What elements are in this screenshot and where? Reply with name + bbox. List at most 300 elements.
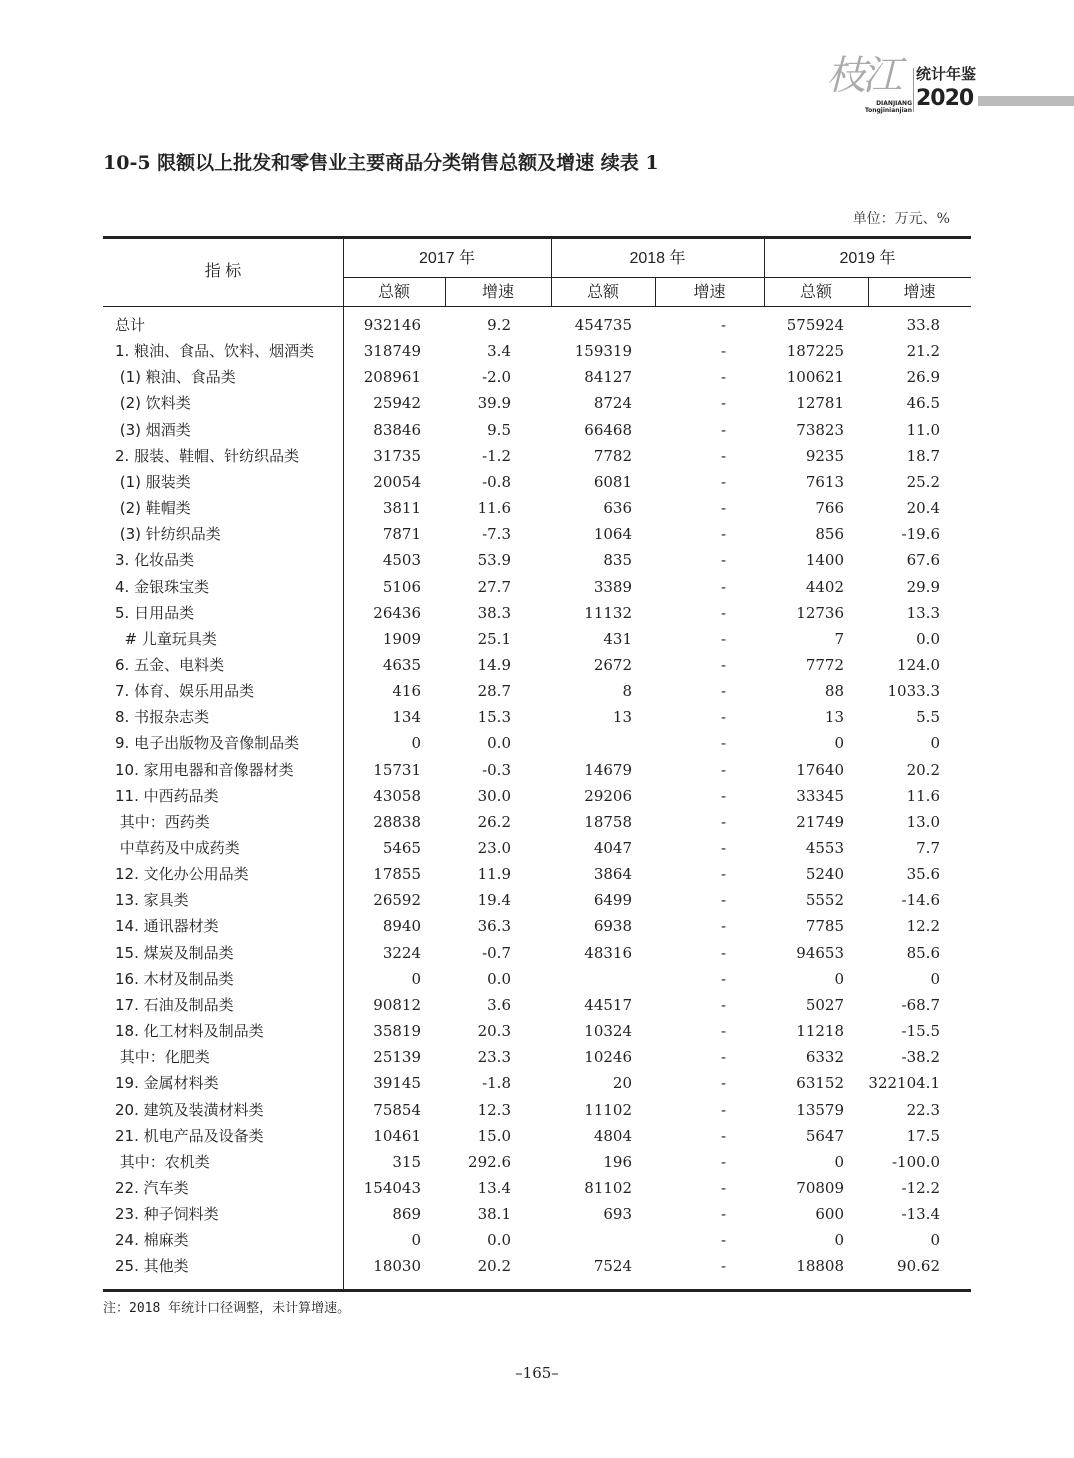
table-row — [103, 861, 971, 887]
growth-2017: 20.2 — [477, 1257, 511, 1276]
growth-2018: - — [721, 525, 727, 544]
total-2019: 0 — [834, 969, 844, 988]
table-row — [103, 574, 971, 600]
table-row — [103, 338, 971, 364]
total-2018: 29206 — [584, 786, 632, 805]
total-2017: 28838 — [373, 812, 421, 831]
total-2018: 4804 — [593, 1126, 632, 1145]
growth-2018: - — [721, 577, 727, 596]
table-row — [103, 600, 971, 626]
total-2017: 134 — [392, 708, 421, 727]
growth-2019: 124.0 — [897, 655, 940, 674]
total-2018: 636 — [603, 499, 632, 518]
total-2017: 26592 — [373, 891, 421, 910]
table-row — [103, 992, 971, 1018]
total-2018: 431 — [603, 629, 632, 648]
row-label: 总计 — [115, 316, 146, 334]
growth-2019: 5.5 — [916, 708, 940, 727]
row-label: 17. 石油及制品类 — [115, 995, 234, 1014]
total-2017: 932146 — [363, 316, 421, 334]
table-row — [103, 626, 971, 652]
total-2018: 2672 — [593, 655, 632, 674]
total-2018: 693 — [603, 1205, 632, 1224]
growth-2019: 21.2 — [906, 342, 940, 361]
total-2017: 1909 — [382, 629, 421, 648]
total-2019: 21749 — [796, 812, 844, 831]
row-label: 其中：西药类 — [115, 812, 210, 831]
total-2017: 3811 — [382, 499, 421, 518]
growth-2018: - — [721, 969, 727, 988]
table-row — [103, 835, 971, 861]
total-2018: 11132 — [584, 603, 632, 622]
growth-2019: 35.6 — [906, 865, 940, 884]
total-2018: 84127 — [584, 368, 632, 387]
total-2017: 5106 — [382, 577, 421, 596]
total-2017: 39145 — [373, 1074, 421, 1093]
table-row — [103, 1253, 971, 1279]
row-label: 11. 中西药品类 — [115, 786, 219, 805]
total-2018: 11102 — [584, 1100, 632, 1119]
total-2017: 31735 — [373, 446, 421, 465]
table-row — [103, 417, 971, 443]
year-header: 2019 年 — [839, 250, 896, 267]
growth-2018: - — [721, 786, 727, 805]
growth-2017: 25.1 — [477, 629, 511, 648]
row-label: 中草药及中成药类 — [115, 839, 240, 857]
growth-2018: - — [721, 943, 727, 962]
growth-2017: 38.1 — [477, 1205, 511, 1224]
table-row — [103, 1044, 971, 1070]
growth-2019: 0 — [930, 969, 940, 988]
table-row — [103, 1175, 971, 1201]
table-row — [103, 940, 971, 966]
total-2018: 159319 — [574, 342, 632, 361]
growth-2019: 11.6 — [906, 786, 940, 805]
row-label: 其中：化肥类 — [115, 1048, 210, 1067]
table-row — [103, 1097, 971, 1123]
total-2018: 8724 — [593, 394, 632, 413]
row-label: 1. 粮油、食品、饮料、烟酒类 — [115, 342, 315, 361]
logo-pinyin-line: Tongjinianjian — [864, 107, 912, 114]
total-2019: 6332 — [805, 1048, 844, 1067]
sub-header: 增速 — [693, 284, 726, 301]
row-label: 4. 金银珠宝类 — [115, 577, 210, 596]
total-2017: 7871 — [382, 525, 421, 544]
growth-2019: 17.5 — [906, 1126, 940, 1145]
total-2017: 18030 — [373, 1257, 421, 1276]
total-2019: 100621 — [786, 368, 844, 387]
total-2017: 17855 — [373, 865, 421, 884]
total-2018: 6499 — [593, 891, 632, 910]
growth-2019: 7.7 — [916, 839, 940, 857]
growth-2017: 26.2 — [477, 812, 511, 831]
table-row — [103, 1149, 971, 1175]
growth-2019: 20.2 — [906, 760, 940, 779]
total-2017: 75854 — [373, 1100, 421, 1119]
row-label: 其中：农机类 — [115, 1152, 210, 1171]
growth-2017: 9.2 — [487, 316, 511, 334]
row-label: 16. 木材及制品类 — [115, 969, 234, 988]
growth-2017: 23.0 — [477, 839, 511, 857]
total-2017: 5465 — [382, 839, 421, 857]
growth-2017: -7.3 — [482, 525, 511, 544]
total-2019: 7613 — [805, 472, 844, 491]
row-label: 15. 煤炭及制品类 — [115, 943, 234, 962]
total-2019: 7772 — [805, 655, 844, 674]
total-2019: 4553 — [805, 839, 844, 857]
total-2019: 1400 — [805, 551, 844, 570]
total-2017: 43058 — [373, 786, 421, 805]
growth-2019: -38.2 — [901, 1048, 940, 1067]
growth-2018: - — [721, 708, 727, 727]
total-2019: 63152 — [796, 1074, 844, 1093]
row-label: 2. 服装、鞋帽、针纺织品类 — [115, 446, 300, 465]
growth-2019: 11.0 — [906, 420, 940, 439]
table-row — [103, 913, 971, 939]
growth-2019: -14.6 — [901, 891, 940, 910]
total-2019: 11218 — [796, 1022, 844, 1041]
table-row — [103, 1070, 971, 1096]
table-row — [103, 390, 971, 416]
growth-2018: - — [721, 472, 727, 491]
row-label: (3) 烟酒类 — [115, 420, 191, 439]
growth-2018: - — [721, 1100, 727, 1119]
growth-2018: - — [721, 342, 727, 361]
growth-2018: - — [721, 1126, 727, 1145]
total-2017: 315 — [392, 1152, 421, 1171]
table-row — [103, 1018, 971, 1044]
growth-2017: 14.9 — [477, 655, 511, 674]
growth-2018: - — [721, 1022, 727, 1041]
total-2018: 13 — [612, 708, 632, 727]
row-label: 24. 棉麻类 — [115, 1231, 189, 1250]
growth-2019: 26.9 — [906, 368, 940, 387]
total-2017: 3224 — [382, 943, 421, 962]
total-2019: 4402 — [805, 577, 844, 596]
logo-pinyin — [865, 100, 912, 114]
growth-2018: - — [721, 1178, 727, 1197]
growth-2017: 11.6 — [477, 499, 511, 518]
total-2017: 0 — [411, 1231, 421, 1250]
total-2019: 9235 — [805, 446, 844, 465]
total-2019: 73823 — [796, 420, 844, 439]
growth-2017: 38.3 — [477, 603, 511, 622]
growth-2017: -0.8 — [482, 472, 511, 491]
growth-2018: - — [721, 655, 727, 674]
total-2019: 88 — [824, 682, 844, 701]
total-2018: 10246 — [584, 1048, 632, 1067]
table-row — [103, 521, 971, 547]
logo-year: 2020 — [916, 86, 974, 111]
growth-2019: 20.4 — [906, 499, 940, 518]
total-2017: 318749 — [363, 342, 421, 361]
growth-2019: -19.6 — [901, 525, 940, 544]
growth-2018: - — [721, 316, 727, 334]
growth-2018: - — [721, 839, 727, 857]
growth-2018: - — [721, 499, 727, 518]
total-2019: 13579 — [796, 1100, 844, 1119]
table-row — [103, 364, 971, 390]
top-rule — [103, 236, 971, 239]
total-2019: 12781 — [796, 394, 844, 413]
table-row — [103, 547, 971, 573]
growth-2017: 0.0 — [487, 969, 511, 988]
growth-2019: 29.9 — [906, 577, 940, 596]
growth-2017: -1.2 — [482, 446, 511, 465]
total-2019: 575924 — [786, 316, 844, 334]
total-2018: 66468 — [584, 420, 632, 439]
total-2018: 81102 — [584, 1178, 632, 1197]
table-row — [103, 469, 971, 495]
growth-2019: 85.6 — [906, 943, 940, 962]
table-row — [103, 1227, 971, 1253]
growth-2017: 30.0 — [477, 786, 511, 805]
total-2017: 0 — [411, 969, 421, 988]
growth-2017: 23.3 — [477, 1048, 511, 1067]
growth-2017: -0.7 — [482, 943, 511, 962]
growth-2017: 39.9 — [477, 394, 511, 413]
growth-2017: 19.4 — [477, 891, 511, 910]
total-2019: 7785 — [805, 917, 844, 936]
total-2019: 0 — [834, 1231, 844, 1250]
growth-2019: -15.5 — [901, 1022, 940, 1041]
table-row — [103, 678, 971, 704]
logo-divider — [913, 68, 914, 112]
table-row — [103, 809, 971, 835]
total-2019: 0 — [834, 734, 844, 753]
growth-2018: - — [721, 1257, 727, 1276]
row-label: 20. 建筑及装潢材料类 — [115, 1100, 264, 1119]
logo-title: 统计年鉴 — [916, 65, 977, 83]
total-2017: 10461 — [373, 1126, 421, 1145]
total-2017: 4635 — [382, 655, 421, 674]
row-label: (1) 粮油、食品类 — [115, 368, 236, 387]
growth-2019: 46.5 — [906, 394, 940, 413]
growth-2019: 33.8 — [906, 316, 940, 334]
growth-2018: - — [721, 368, 727, 387]
sub-header: 增速 — [903, 284, 936, 301]
yearbook-logo — [826, 53, 1074, 118]
total-2019: 94653 — [796, 943, 844, 962]
growth-2018: - — [721, 1205, 727, 1224]
unit-label: 单位：万元、% — [852, 211, 950, 227]
growth-2018: - — [721, 917, 727, 936]
row-label: 3. 化妆品类 — [115, 551, 195, 570]
total-2017: 25139 — [373, 1048, 421, 1067]
total-2017: 4503 — [382, 551, 421, 570]
growth-2018: - — [721, 682, 727, 701]
total-2019: 7 — [834, 629, 844, 648]
total-2018: 18758 — [584, 812, 632, 831]
growth-2017: 292.6 — [468, 1152, 511, 1171]
table-row — [103, 757, 971, 783]
total-2019: 17640 — [796, 760, 844, 779]
total-2018: 835 — [603, 551, 632, 570]
growth-2019: -12.2 — [901, 1178, 940, 1197]
total-2019: 600 — [815, 1205, 844, 1224]
total-2018: 6081 — [593, 472, 632, 491]
header-bar — [978, 96, 1074, 106]
sub-header: 总额 — [799, 284, 832, 301]
table-title: 10-5 限额以上批发和零售业主要商品分类销售总额及增速 续表 1 — [103, 152, 659, 174]
row-label: (1) 服装类 — [115, 472, 191, 491]
total-2019: 12736 — [796, 603, 844, 622]
growth-2018: - — [721, 760, 727, 779]
total-2017: 35819 — [373, 1022, 421, 1041]
growth-2018: - — [721, 1048, 727, 1067]
growth-2018: - — [721, 1231, 727, 1250]
total-2017: 20054 — [373, 472, 421, 491]
growth-2017: 3.4 — [487, 342, 511, 361]
total-2018: 7524 — [593, 1257, 632, 1276]
growth-2018: - — [721, 1074, 727, 1093]
logo-pinyin-line: DIANJIANG — [876, 100, 912, 107]
table-row — [103, 966, 971, 992]
total-2019: 856 — [815, 525, 844, 544]
total-2019: 766 — [815, 499, 844, 518]
growth-2018: - — [721, 603, 727, 622]
growth-2017: 12.3 — [477, 1100, 511, 1119]
total-2017: 26436 — [373, 603, 421, 622]
table-row — [103, 652, 971, 678]
page-number: –165– — [515, 1364, 559, 1382]
row-label: 9. 电子出版物及音像制品类 — [115, 734, 300, 753]
row-label: 23. 种子饲料类 — [115, 1205, 219, 1224]
growth-2017: -0.3 — [482, 760, 511, 779]
table-row — [103, 704, 971, 730]
footnote: 注：2018 年统计口径调整，未计算增速。 — [103, 1301, 351, 1316]
row-label: 22. 汽车类 — [115, 1178, 189, 1197]
row-label: 10. 家用电器和音像器材类 — [115, 760, 294, 779]
total-2018: 48316 — [584, 943, 632, 962]
growth-2017: 36.3 — [477, 917, 511, 936]
growth-2018: - — [721, 446, 727, 465]
growth-2018: - — [721, 394, 727, 413]
growth-2018: - — [721, 629, 727, 648]
bottom-rule — [103, 1289, 971, 1292]
total-2017: 8940 — [382, 917, 421, 936]
growth-2018: - — [721, 891, 727, 910]
growth-2017: 27.7 — [477, 577, 511, 596]
growth-2017: 3.6 — [487, 995, 511, 1014]
total-2017: 25942 — [373, 394, 421, 413]
growth-2018: - — [721, 734, 727, 753]
table-row — [103, 495, 971, 521]
total-2019: 187225 — [786, 342, 844, 361]
row-label: # 儿童玩具类 — [115, 629, 217, 648]
total-2017: 90812 — [373, 995, 421, 1014]
growth-2019: -100.0 — [891, 1152, 940, 1171]
total-2018: 10324 — [584, 1022, 632, 1041]
table-row — [103, 783, 971, 809]
total-2019: 33345 — [796, 786, 844, 805]
growth-2019: 22.3 — [906, 1100, 940, 1119]
growth-2019: 12.2 — [906, 917, 940, 936]
growth-2019: 90.62 — [897, 1257, 940, 1276]
growth-2017: 15.3 — [477, 708, 511, 727]
total-2018: 7782 — [593, 446, 632, 465]
total-2017: 83846 — [373, 420, 421, 439]
table-row — [103, 730, 971, 756]
total-2017: 154043 — [363, 1178, 421, 1197]
table-row — [103, 312, 971, 338]
total-2018: 6938 — [593, 917, 632, 936]
total-2017: 416 — [392, 682, 421, 701]
growth-2019: 1033.3 — [887, 682, 940, 701]
growth-2019: 0 — [930, 734, 940, 753]
growth-2019: 13.3 — [906, 603, 940, 622]
growth-2017: -1.8 — [482, 1074, 511, 1093]
total-2017: 869 — [392, 1205, 421, 1224]
growth-2019: 322104.1 — [868, 1074, 940, 1093]
total-2019: 0 — [834, 1152, 844, 1171]
growth-2019: -68.7 — [901, 995, 940, 1014]
row-label: 14. 通讯器材类 — [115, 917, 219, 936]
row-label: 13. 家具类 — [115, 891, 189, 910]
sub-header: 增速 — [481, 284, 514, 301]
year-header: 2017 年 — [418, 250, 476, 267]
growth-2017: 20.3 — [477, 1022, 511, 1041]
growth-2017: 0.0 — [487, 734, 511, 753]
total-2018: 454735 — [574, 316, 632, 334]
growth-2017: 28.7 — [477, 682, 511, 701]
table-row — [103, 443, 971, 469]
growth-2017: 13.4 — [477, 1178, 511, 1197]
indicator-header: 指 标 — [204, 263, 242, 280]
total-2018: 1064 — [593, 525, 632, 544]
growth-2017: 11.9 — [477, 865, 511, 884]
growth-2019: 0.0 — [916, 629, 940, 648]
total-2018: 8 — [622, 682, 632, 701]
row-label: 21. 机电产品及设备类 — [115, 1126, 264, 1145]
growth-2017: 9.5 — [487, 420, 511, 439]
total-2019: 18808 — [796, 1257, 844, 1276]
growth-2018: - — [721, 865, 727, 884]
sub-header: 总额 — [586, 284, 619, 301]
growth-2018: - — [721, 551, 727, 570]
growth-2018: - — [721, 1152, 727, 1171]
total-2018: 3864 — [593, 865, 632, 884]
growth-2018: - — [721, 420, 727, 439]
table-row — [103, 1201, 971, 1227]
growth-2018: - — [721, 995, 727, 1014]
row-label: 8. 书报杂志类 — [115, 708, 210, 727]
total-2018: 20 — [612, 1074, 632, 1093]
row-label: 19. 金属材料类 — [115, 1074, 219, 1093]
header-bottom-rule — [103, 306, 971, 307]
row-label: (2) 鞋帽类 — [115, 499, 191, 518]
row-label: 12. 文化办公用品类 — [115, 865, 249, 884]
total-2017: 15731 — [373, 760, 421, 779]
growth-2019: 67.6 — [906, 551, 940, 570]
row-label: 5. 日用品类 — [115, 603, 195, 622]
row-label: 7. 体育、娱乐用品类 — [115, 682, 255, 701]
total-2017: 0 — [411, 734, 421, 753]
total-2018: 196 — [603, 1152, 632, 1171]
total-2018: 4047 — [593, 839, 632, 857]
growth-2019: -13.4 — [901, 1205, 940, 1224]
sub-header: 总额 — [377, 284, 410, 301]
row-label: (2) 饮料类 — [115, 394, 191, 413]
year-header: 2018 年 — [629, 250, 686, 267]
growth-2019: 25.2 — [906, 472, 940, 491]
total-2019: 70809 — [796, 1178, 844, 1197]
total-2019: 5647 — [805, 1126, 844, 1145]
table-row — [103, 1123, 971, 1149]
row-label: 6. 五金、电料类 — [115, 655, 225, 674]
total-2019: 5240 — [805, 865, 844, 884]
header-divider — [343, 277, 971, 278]
